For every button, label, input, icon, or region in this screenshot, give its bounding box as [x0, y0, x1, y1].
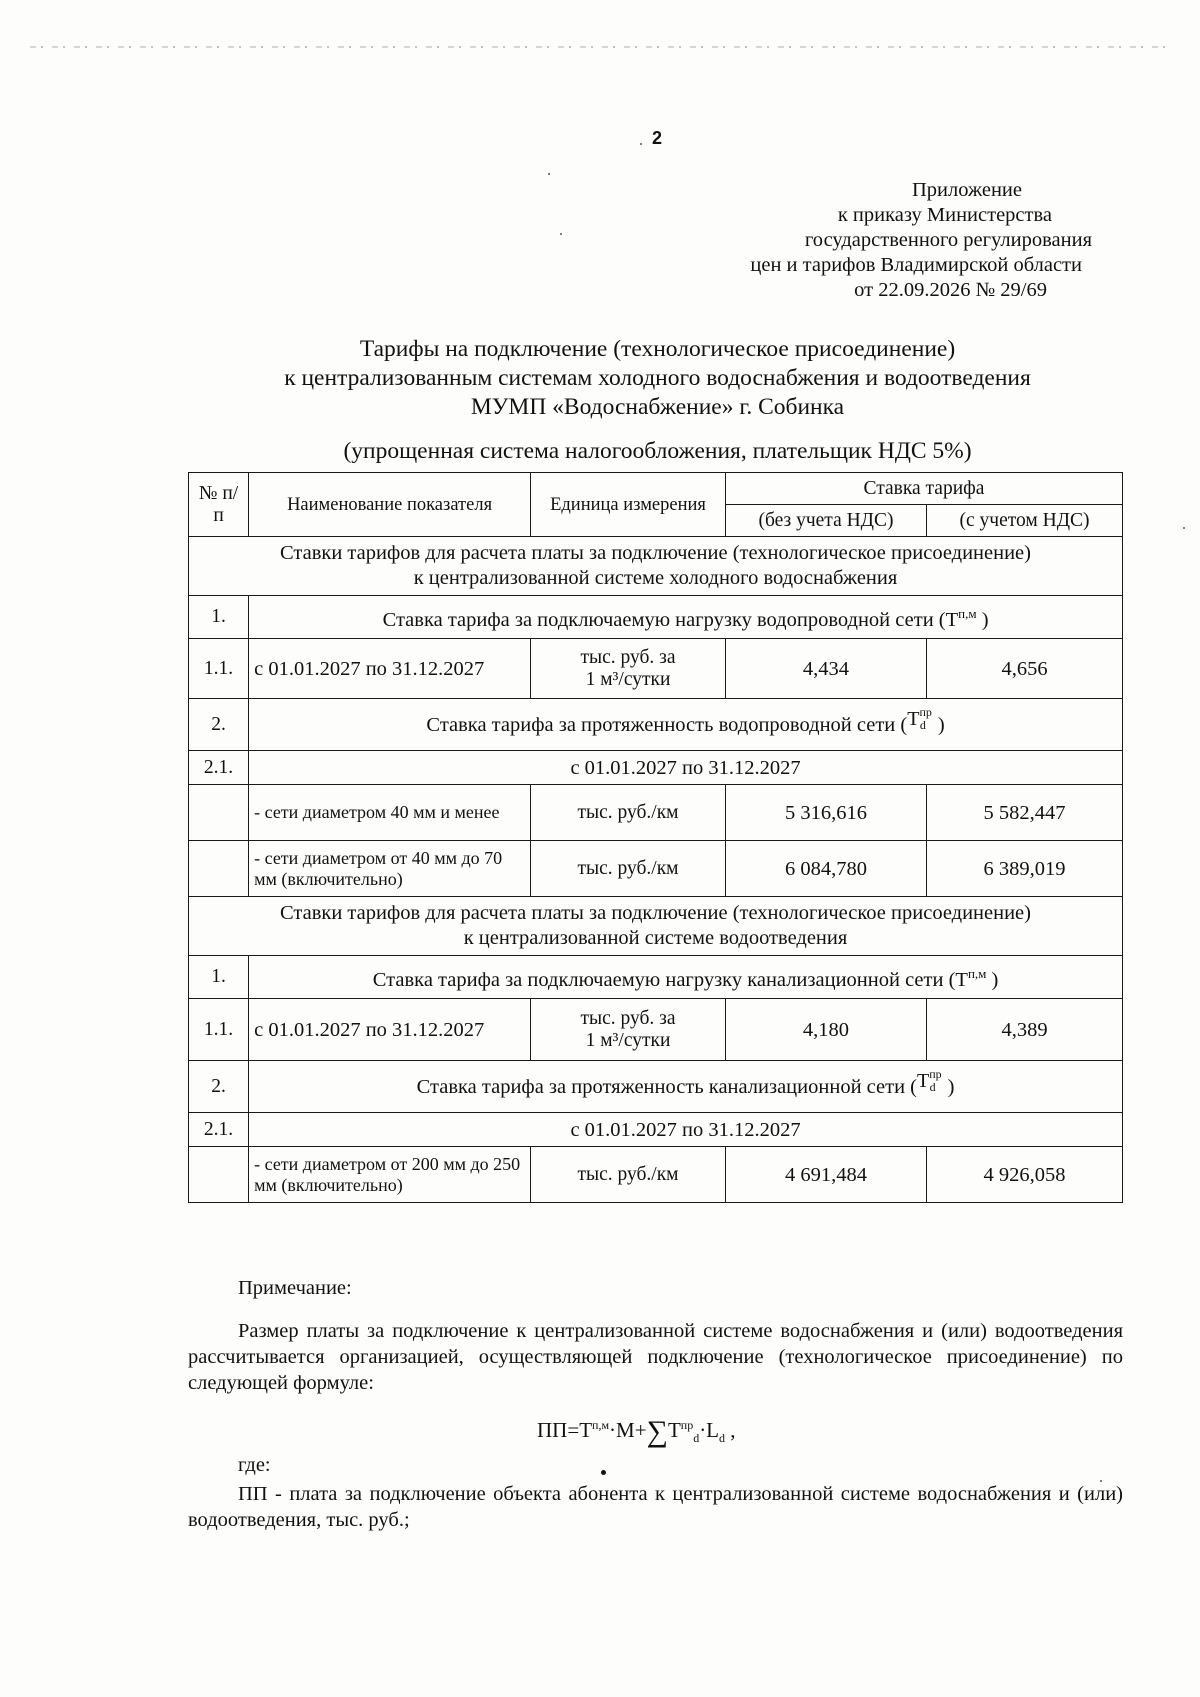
symbol-t-pr-d: $Т^{пр}d$ [917, 1066, 942, 1094]
title-line: к централизованным системам холодного водоснабжения и водоотведения [284, 365, 1031, 391]
section-sewer [189, 897, 1123, 956]
appendix-line: к приказу Министерства [837, 204, 1052, 226]
appendix-block [652, 178, 1092, 303]
sewer-length-title: Ставка тарифа за протяженность канализационной сети ($Т^{пр}d$ ) [249, 1061, 1123, 1113]
header-num: № п/п [189, 473, 249, 537]
row-num: 2.1. [189, 1113, 249, 1147]
header-rate: Ставка тарифа [725, 473, 1122, 505]
value-with-vat: 4 926,058 [927, 1147, 1123, 1203]
appendix-line: государственного регулирования [804, 229, 1092, 251]
row-num: 2. [189, 1061, 249, 1113]
sewer-load-title: Ставка тарифа за подключаемую нагрузку канализационной сети ($Т^{п,м}$ ) [249, 956, 1123, 999]
section-line: Ставки тарифов для расчета платы за подключение (технологическое присоединение) [279, 902, 1031, 924]
value-without-vat: 6 084,780 [725, 841, 926, 897]
unit-cell: тыс. руб./км [531, 785, 726, 841]
sum-symbol: ∑ [646, 1415, 668, 1448]
value-without-vat: 4 691,484 [725, 1147, 926, 1203]
title-line: Тарифы на подключение (технологическое присоединение) [359, 336, 956, 362]
header-unit: Единица измерения [531, 473, 726, 537]
tariff-table [188, 472, 1123, 1203]
title-line: МУМП «Водоснабжение» г. Собинка [470, 394, 845, 420]
pipe-name: - сети диаметром от 200 мм до 250 мм (включительно) [249, 1147, 531, 1203]
period-cell: с 01.01.2027 по 31.12.2027 [249, 999, 531, 1061]
appendix-line: Приложение [911, 179, 1022, 201]
empty-cell [189, 841, 249, 897]
row-num: 1.1. [189, 639, 249, 699]
scan-dot [601, 1470, 606, 1475]
document-subtitle: (упрощенная система налогообложения, плательщик НДС 5%) [343, 438, 972, 464]
header-name: Наименование показателя [249, 473, 531, 537]
section-line: к централизованной системе водоотведения [463, 927, 848, 949]
header-without-vat: (без учета НДС) [725, 505, 926, 537]
row-num: 2. [189, 699, 249, 751]
water-load-title: Ставка тарифа за подключаемую нагрузку водопроводной сети ($Т^{п,м}$ ) [249, 596, 1123, 639]
unit-cell: тыс. руб./км [531, 841, 726, 897]
value-with-vat: 6 389,019 [927, 841, 1123, 897]
symbol-pm: п,м [958, 606, 977, 622]
scan-artifact-line [30, 46, 1170, 48]
document-title [0, 335, 1200, 422]
symbol-t-pr-d: $Т^{пр}d$ [907, 704, 932, 732]
appendix-line: цен и тарифов Владимирской области [750, 254, 1082, 276]
section-water [189, 537, 1123, 596]
page-number: 2 [652, 128, 663, 148]
value-without-vat: 5 316,616 [725, 785, 926, 841]
row-num: 1. [189, 956, 249, 999]
water-length-title: Ставка тарифа за протяженность водопроводной сети ($Т^{пр}d$ ) [249, 699, 1123, 751]
unit-cell: тыс. руб. за 1 м³/сутки [531, 999, 726, 1061]
value-with-vat: 4,389 [927, 999, 1123, 1061]
section-line: Ставки тарифов для расчета платы за подключение (технологическое присоединение) [279, 542, 1031, 564]
note-heading: Примечание: [238, 1277, 352, 1299]
empty-cell [189, 1147, 249, 1203]
value-without-vat: 4,434 [725, 639, 926, 699]
scan-speck [640, 143, 642, 145]
definition-paragraph: ПП - плата за подключение объекта абонента к централизованной системе водоснабжения и (или) водоотведения, тыс. руб.; [188, 1483, 1123, 1531]
where-label: где: [238, 1454, 271, 1476]
empty-cell [189, 785, 249, 841]
scan-speck [560, 233, 562, 235]
scan-speck [548, 173, 550, 175]
section-line: к централизованной системе холодного водоснабжения [413, 567, 898, 589]
value-with-vat: 5 582,447 [927, 785, 1123, 841]
period-cell: с 01.01.2027 по 31.12.2027 [249, 751, 1123, 785]
row-num: 2.1. [189, 751, 249, 785]
value-with-vat: 4,656 [927, 639, 1123, 699]
appendix-line: от 22.09.2026 № 29/69 [854, 279, 1047, 301]
period-cell: с 01.01.2027 по 31.12.2027 [249, 1113, 1123, 1147]
payment-formula: $ПП=Т^{п,м}\cdot М+\sum Т^{пр}_d\cdot L_d$ , [537, 1415, 736, 1448]
symbol-pm: п,м [967, 966, 987, 982]
row-num: 1.1. [189, 999, 249, 1061]
unit-cell: тыс. руб. за 1 м³/сутки [531, 639, 726, 699]
note-paragraph: Размер платы за подключение к централизованной системе водоснабжения и (или) водоотведения рассчитывается организацией, осуществляющей подключение (технологическое присоединение) по следующей формуле: [188, 1320, 1123, 1394]
value-without-vat: 4,180 [725, 999, 926, 1061]
pipe-name: - сети диаметром 40 мм и менее [249, 785, 531, 841]
unit-cell: тыс. руб./км [531, 1147, 726, 1203]
row-num: 1. [189, 596, 249, 639]
pipe-name: - сети диаметром от 40 мм до 70 мм (включительно) [249, 841, 531, 897]
scan-speck [1183, 527, 1185, 529]
period-cell: с 01.01.2027 по 31.12.2027 [249, 639, 531, 699]
header-with-vat: (с учетом НДС) [927, 505, 1123, 537]
